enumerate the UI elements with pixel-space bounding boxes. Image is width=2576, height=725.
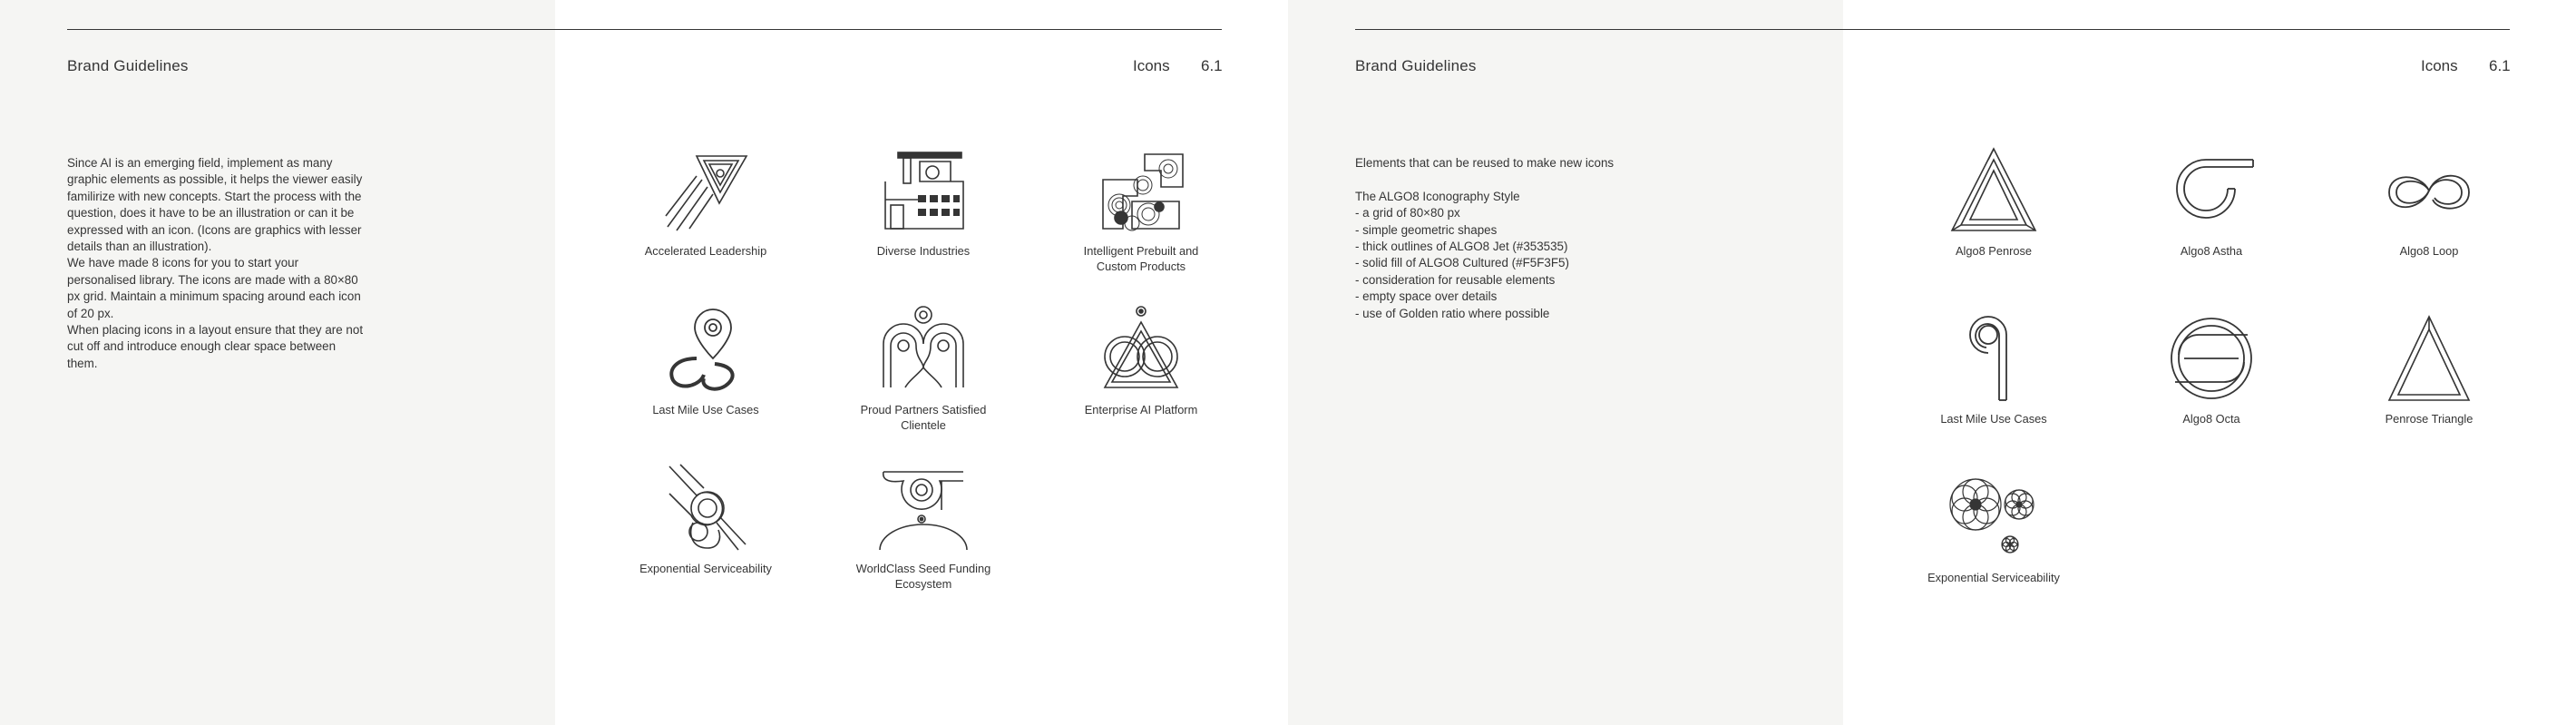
- pin-hook-icon: [1948, 313, 2039, 404]
- astha-hook-icon: [2166, 145, 2257, 236]
- intro-line: Elements that can be reused to make new icons: [1355, 156, 1615, 170]
- style-guide-text: [1355, 155, 1718, 322]
- style-point: - use of Golden ratio where possible: [1355, 306, 1550, 320]
- puzzle-icon: [1096, 145, 1186, 236]
- element-card: [1908, 472, 2080, 585]
- flower-cluster-icon: [1948, 472, 2039, 563]
- body-paragraph: When placing icons in a layout ensure that they are not cut off and introduce enough clear space between them.: [67, 323, 364, 370]
- icon-label: Intelligent Prebuilt and Custom Products: [1083, 244, 1199, 273]
- body-paragraph: Since AI is an emerging field, implement as many graphic elements as possible, it helps the viewer easily familirize with new concepts. Start the process with the question, does it have to be an illustration or can it be expressed with an icon. (Icons are graphics with lesser details than an illustration).: [67, 156, 363, 254]
- icon-label: WorldClass Seed Funding Ecosystem: [855, 562, 991, 591]
- location-pin-icon: [660, 304, 751, 395]
- element-label: Algo8 Penrose: [1956, 244, 2032, 258]
- icon-card: [1055, 304, 1227, 417]
- element-card: [2343, 145, 2515, 259]
- icon-label: Accelerated Leadership: [644, 244, 767, 258]
- style-point: - thick outlines of ALGO8 Jet (#353535): [1355, 240, 1568, 254]
- brand-header: Brand Guidelines: [1355, 57, 1477, 74]
- style-point: - solid fill of ALGO8 Cultured (#F5F3F5): [1355, 256, 1569, 270]
- left-panel-background: [1288, 0, 1843, 725]
- section-title: Icons: [2421, 57, 2458, 74]
- serviceability-icon: [660, 463, 751, 554]
- icon-card: [837, 145, 1010, 259]
- partners-icon: [878, 304, 969, 395]
- style-point: - simple geometric shapes: [1355, 222, 1498, 237]
- element-label: Algo8 Octa: [2182, 412, 2240, 426]
- icon-card: [837, 463, 1010, 592]
- penrose-triangle-icon: [1948, 145, 2039, 236]
- style-title: The ALGO8 Iconography Style: [1355, 189, 1520, 203]
- icon-card: [620, 145, 792, 259]
- rocket-triangle-icon: [660, 145, 751, 236]
- spacer: [1355, 171, 1718, 188]
- octa-icon: [2166, 313, 2257, 404]
- seed-funding-icon: [878, 463, 969, 554]
- style-point: - empty space over details: [1355, 289, 1498, 304]
- infinity-loop-icon: [2384, 145, 2474, 236]
- element-label: Last Mile Use Cases: [1940, 412, 2047, 426]
- icon-label: Diverse Industries: [876, 244, 971, 258]
- icon-card: [1055, 145, 1227, 274]
- icon-label: Enterprise AI Platform: [1084, 403, 1198, 416]
- penrose-loop-icon: [1096, 304, 1186, 395]
- spread-icon-elements: [1288, 0, 2576, 725]
- element-card: [2343, 313, 2515, 426]
- section-title: Icons: [1133, 57, 1170, 74]
- icon-label: Proud Partners Satisfied Clientele: [860, 403, 987, 432]
- element-card: [1908, 145, 2080, 259]
- icon-label: Exponential Serviceability: [639, 562, 772, 575]
- style-point: - a grid of 80×80 px: [1355, 206, 1460, 220]
- body-paragraph: We have made 8 icons for you to start your personalised library. The icons are made with a 80×80 px grid. Maintain a minimum spacing around each icon of 20 px.: [67, 256, 361, 320]
- top-rule: [1355, 29, 2510, 30]
- element-label: Algo8 Astha: [2180, 244, 2243, 258]
- section-number: 6.1: [1201, 57, 1223, 74]
- icon-card: [620, 304, 792, 417]
- brand-header: Brand Guidelines: [67, 57, 189, 74]
- section-number: 6.1: [2489, 57, 2511, 74]
- element-label: Exponential Serviceability: [1927, 571, 2060, 584]
- element-card: [2125, 313, 2298, 426]
- element-label: Algo8 Loop: [2399, 244, 2459, 258]
- element-card: [2125, 145, 2298, 259]
- top-rule: [67, 29, 1222, 30]
- intro-body-text: [67, 155, 366, 372]
- icon-label: Last Mile Use Cases: [652, 403, 759, 416]
- icon-card: [837, 304, 1010, 433]
- element-label: Penrose Triangle: [2385, 412, 2474, 426]
- style-point: - consideration for reusable elements: [1355, 272, 1556, 287]
- factory-icon: [878, 145, 969, 236]
- element-card: [1908, 313, 2080, 426]
- penrose-triangle-outline-icon: [2384, 313, 2474, 404]
- icon-card: [620, 463, 792, 576]
